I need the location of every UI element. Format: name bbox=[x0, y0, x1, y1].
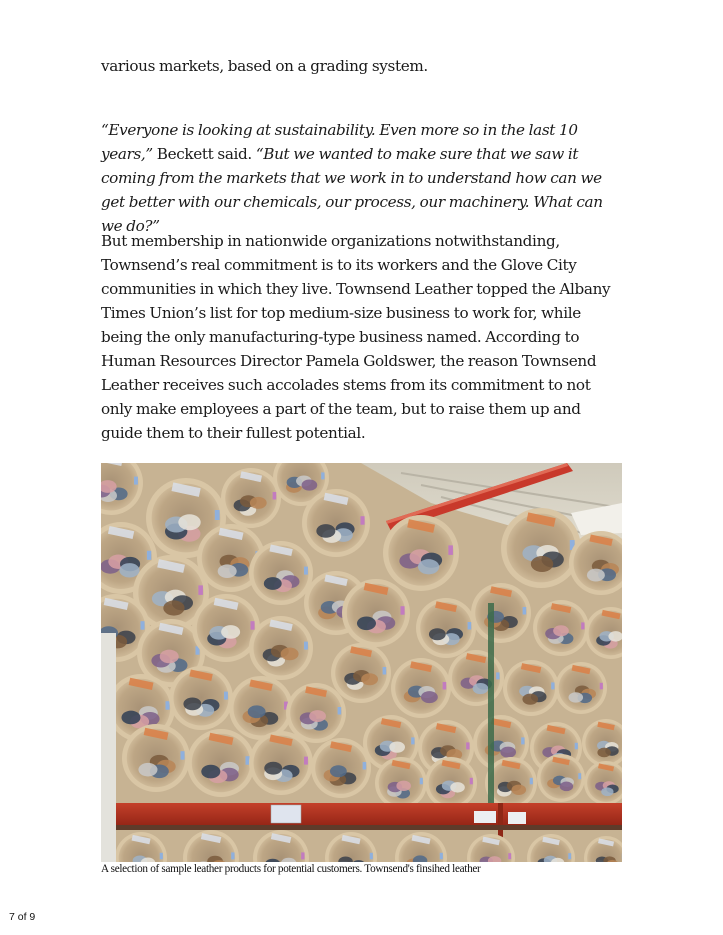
leather-samples-photo bbox=[101, 463, 622, 862]
attribution-segment: Beckett said. bbox=[152, 145, 256, 163]
text-line: various markets, based on a grading system. bbox=[101, 57, 428, 75]
cardboard-tube bbox=[503, 660, 559, 716]
cardboard-tube bbox=[311, 738, 371, 798]
text-line: coming from the markets that we work in to understand how can we bbox=[101, 169, 602, 187]
cardboard-tube bbox=[302, 489, 370, 557]
cardboard-tube bbox=[229, 676, 293, 740]
photo-illustration bbox=[101, 463, 622, 862]
cardboard-tube bbox=[221, 468, 281, 528]
quote-segment: years,” bbox=[101, 145, 153, 163]
cardboard-tube bbox=[342, 579, 410, 647]
text-line: Human Resources Director Pamela Goldswer, the reason Townsend bbox=[101, 352, 597, 370]
tube-stack bbox=[101, 463, 622, 809]
text-line: Leather receives such accolades stems from its commitment to not bbox=[101, 376, 591, 394]
cardboard-tube bbox=[122, 724, 190, 792]
cardboard-tube bbox=[249, 731, 313, 795]
paragraph-beckett-quote bbox=[101, 118, 623, 238]
text-line: communities in which they live. Townsend Leather topped the Albany bbox=[101, 280, 611, 298]
text-line: But membership in nationwide organizations notwithstanding, bbox=[101, 232, 560, 250]
cardboard-tube bbox=[169, 666, 233, 730]
cardboard-tube bbox=[375, 757, 427, 809]
cardboard-tube bbox=[501, 508, 581, 588]
cardboard-tube bbox=[533, 600, 589, 656]
text-line: get better with our chemicals, our process, our machinery. What can bbox=[101, 193, 603, 211]
cardboard-tube bbox=[286, 683, 346, 743]
cardboard-tube bbox=[187, 729, 255, 797]
text-line bbox=[101, 142, 623, 166]
cardboard-tube bbox=[383, 515, 459, 591]
cardboard-tube bbox=[537, 754, 585, 802]
paragraph-workers-commitment bbox=[101, 229, 623, 445]
cardboard-tube bbox=[391, 658, 451, 718]
text-line: Times Union’s list for top medium-size business to work for, while bbox=[101, 304, 581, 322]
cardboard-tube bbox=[471, 583, 531, 643]
cardboard-tube bbox=[448, 650, 504, 706]
text-line: being the only manufacturing-type business named. According to bbox=[101, 328, 580, 346]
text-line: we do?” bbox=[101, 217, 160, 235]
text-line: guide them to their fullest potential. bbox=[101, 424, 366, 442]
text-line: Townsend’s real commitment is to its workers and the Glove City bbox=[101, 256, 577, 274]
text-line: only make employees a part of the team, but to raise them up and bbox=[101, 400, 581, 418]
text-line: “Everyone is looking at sustainability. Even more so in the last 10 bbox=[101, 121, 578, 139]
cardboard-tube bbox=[416, 598, 476, 658]
page-number: 7 of 9 bbox=[9, 911, 36, 923]
white-pole bbox=[101, 633, 116, 862]
cardboard-tube bbox=[331, 643, 391, 703]
paragraph-grading bbox=[101, 54, 623, 78]
green-post bbox=[488, 603, 494, 803]
cardboard-tube bbox=[555, 662, 607, 714]
quote-segment: “But we wanted to make sure that we saw it bbox=[255, 145, 579, 163]
cardboard-tube bbox=[249, 616, 313, 680]
cardboard-tube bbox=[249, 541, 313, 605]
cardboard-tube bbox=[425, 757, 477, 809]
photo-caption: A selection of sample leather products for potential customers. Townsend's finsihed leather bbox=[101, 863, 481, 875]
